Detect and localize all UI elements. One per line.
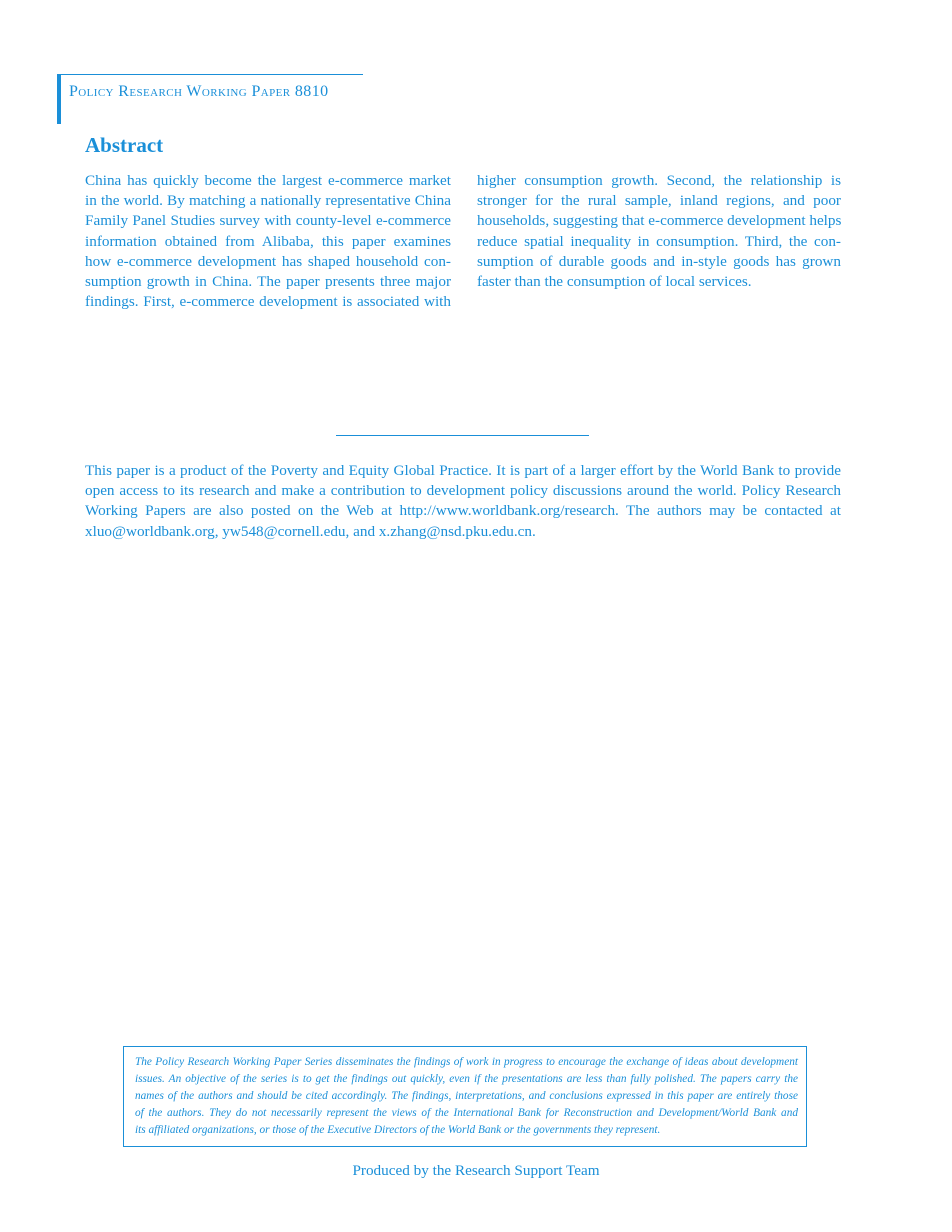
abstract-line: China has quickly become the largest e-commerce market	[85, 172, 451, 189]
abstract-column-right	[477, 171, 841, 292]
paper-note	[85, 461, 841, 542]
disclaimer-line: The Policy Research Working Paper Series disseminates the findings of work in progress to encourage the exchange of ideas about development	[135, 1056, 798, 1068]
note-line: Working Papers are also posted on the Web at http://www.worldbank.org/research. The authors may be contacted at	[85, 502, 841, 520]
series-header	[57, 74, 363, 124]
abstract-line: faster than the consumption of local services.	[477, 273, 752, 291]
abstract-line: in the world. By matching a nationally representative China	[85, 192, 451, 210]
series-disclaimer-box	[123, 1046, 807, 1147]
abstract-line: stronger for the rural sample, inland regions, and poor	[477, 192, 841, 210]
note-line: open access to its research and make a contribution to development policy discussions around the world. Policy Research	[85, 482, 841, 500]
abstract-line: information obtained from Alibaba, this paper examines	[85, 232, 451, 250]
abstract-line: sumption growth in China. The paper presents three major	[85, 273, 451, 291]
disclaimer-line: names of the authors and should be cited accordingly. The findings, interpretations, and conclusions expressed in this paper are entirely those	[135, 1090, 798, 1102]
abstract-line: Family Panel Studies survey with county-level e-commerce	[85, 212, 451, 230]
abstract-column-left	[85, 171, 451, 312]
disclaimer-line: of the authors. They do not necessarily represent the views of the International Bank for Reconstruction and Development/World Bank and	[135, 1107, 798, 1119]
abstract-line: reduce spatial inequality in consumption. Third, the con-	[477, 232, 841, 250]
note-line: xluo@worldbank.org, yw548@cornell.edu, and x.zhang@nsd.pku.edu.cn.	[85, 522, 536, 540]
abstract-heading: Abstract	[85, 133, 164, 157]
header-rule	[61, 74, 363, 75]
abstract-line: findings. First, e-commerce development is associated with	[85, 293, 451, 311]
abstract-line: higher consumption growth. Second, the relationship is	[477, 172, 841, 189]
abstract-line: sumption of durable goods and in-style goods has grown	[477, 252, 841, 270]
abstract-line: how e-commerce development has shaped household con-	[85, 252, 451, 270]
section-divider	[336, 435, 589, 436]
abstract-line: households, suggesting that e-commerce development helps	[477, 212, 842, 230]
series-title: Policy Research Working Paper 8810	[69, 83, 329, 100]
disclaimer-line: issues. An objective of the series is to get the findings out quickly, even if the presentations are less than fully polished. The papers carry the	[135, 1073, 798, 1085]
producer-footer: Produced by the Research Support Team	[352, 1162, 600, 1179]
note-line: This paper is a product of the Poverty and Equity Global Practice. It is part of a larger effort by the World Bank to provide	[85, 462, 841, 479]
disclaimer-line: its affiliated organizations, or those of the Executive Directors of the World Bank or the governments they represent.	[135, 1124, 661, 1136]
